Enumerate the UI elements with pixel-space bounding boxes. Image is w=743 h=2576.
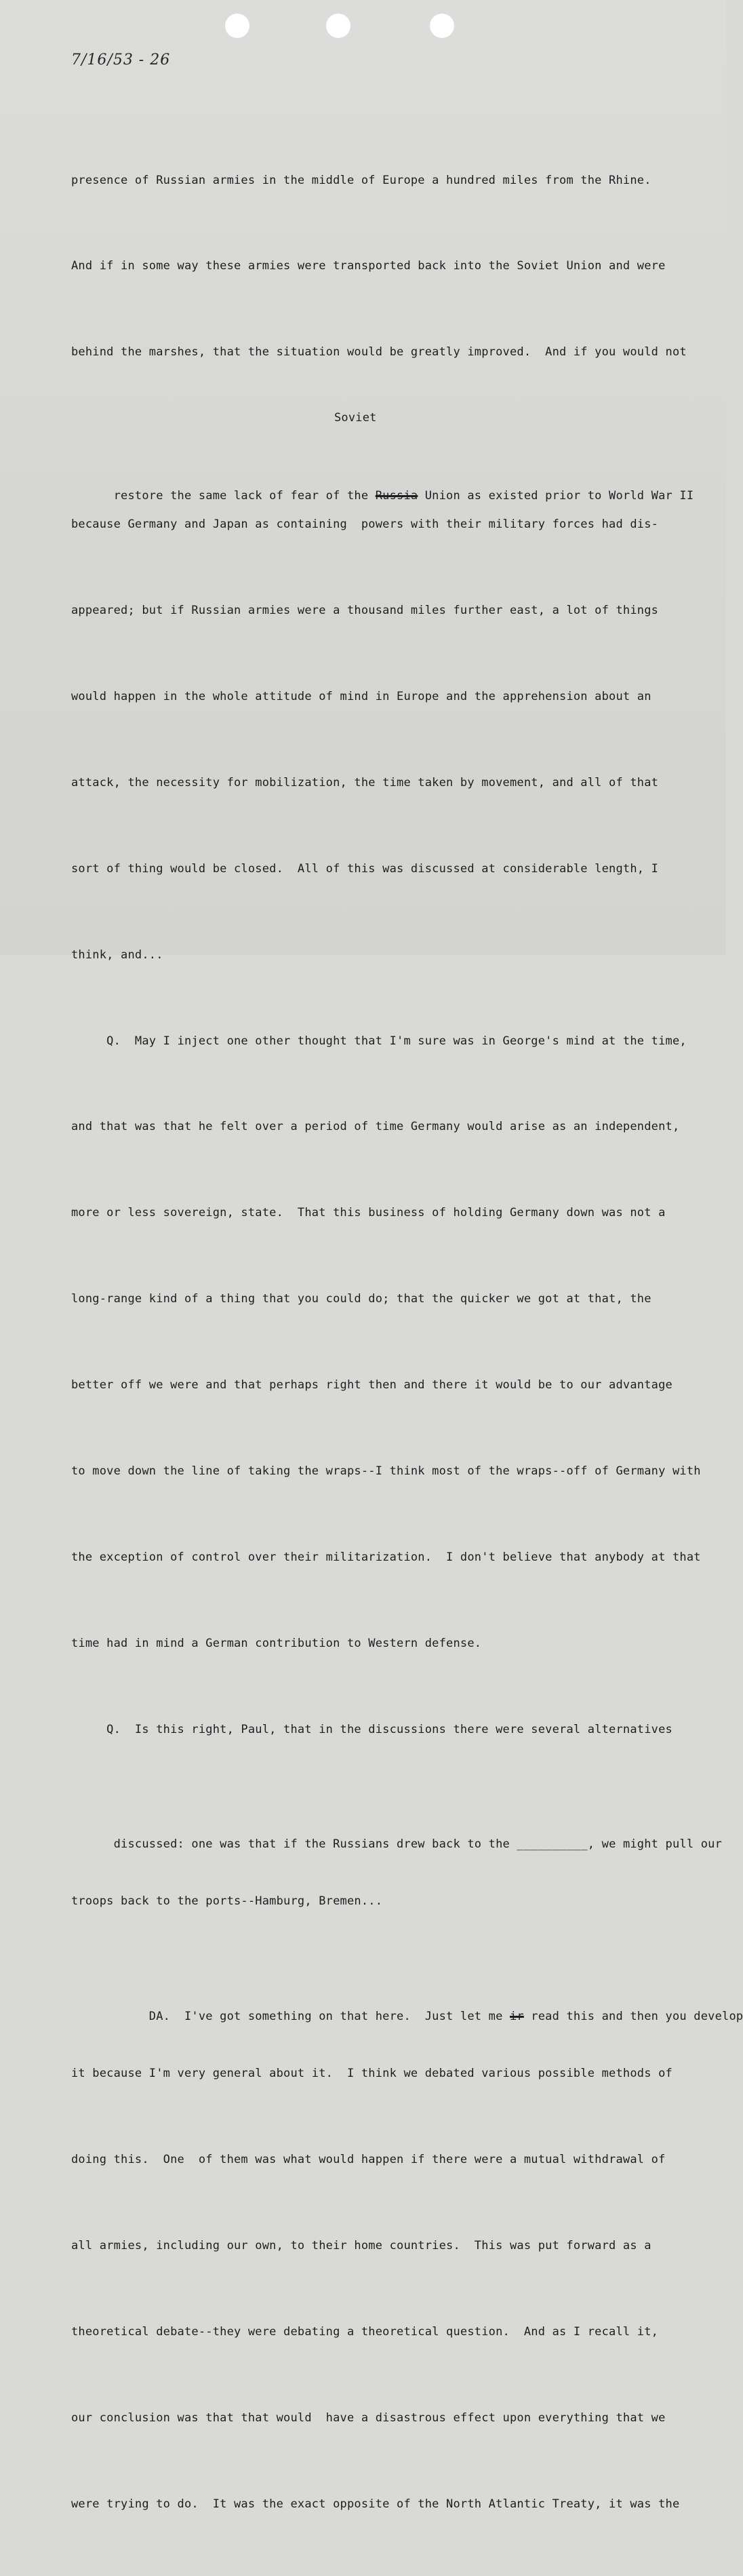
text-line-with-correction	[71, 1973, 743, 2023]
text-line: our conclusion was that that would have a disastrous effect upon everything that we	[71, 2411, 666, 2425]
text-line: appeared; but if Russian armies were a thousand miles further east, a lot of things	[71, 604, 659, 618]
page-reference: 7/16/53 - 26	[71, 52, 171, 69]
text-line: were trying to do. It was the exact opposite of the North Atlantic Treaty, it was the	[71, 2497, 680, 2511]
punch-hole	[326, 14, 350, 38]
text-segment: , we might pull our	[587, 1837, 723, 1851]
text-line: Q. Is this right, Paul, that in the discussions there were several alternatives	[71, 1722, 672, 1736]
text-line: more or less sovereign, state. That this business of holding Germany down was not a	[71, 1206, 666, 1220]
body-text	[71, 109, 743, 2576]
punch-hole	[225, 14, 249, 38]
text-line: Q. May I inject one other thought that I'm sure was in George's mind at the time,	[71, 1034, 687, 1048]
punch-hole	[430, 14, 454, 38]
text-line: all armies, including our own, to their home countries. This was put forward as a	[71, 2238, 651, 2252]
text-segment: Union as existed prior to World War II	[418, 488, 694, 503]
text-line: and that was that he felt over a period of time Germany would arise as an independent,	[71, 1120, 680, 1134]
text-line: the exception of control over their militarization. I don't believe that anybody at that	[71, 1550, 701, 1564]
struck-out-word: ir	[509, 2009, 524, 2023]
text-line: long-range kind of a thing that you could do; that the quicker we got at that, the	[71, 1292, 651, 1306]
text-line: presence of Russian armies in the middle of Europe a hundred miles from the Rhine.	[71, 173, 651, 187]
text-line: because Germany and Japan as containing powers with their military forces had dis-	[71, 518, 659, 532]
text-line: troops back to the ports--Hamburg, Bremen...	[71, 1894, 383, 1909]
text-line: attack, the necessity for mobilization, the time taken by movement, and all of that	[71, 775, 659, 789]
text-line: sort of thing would be closed. All of this was discussed at considerable length, I	[71, 861, 659, 876]
text-line-with-correction	[71, 411, 715, 503]
text-line: better off we were and that perhaps right then and there it would be to our advantage	[71, 1378, 672, 1392]
text-segment: discussed: one was that if the Russians drew back to the	[113, 1837, 517, 1851]
struck-out-word: Russia	[375, 488, 418, 503]
text-line: theoretical debate--they were debating a theoretical question. And as I recall it,	[71, 2324, 659, 2339]
blank-field: __________	[517, 1837, 588, 1851]
text-line: time had in mind a German contribution to Western defense.	[71, 1636, 482, 1650]
handwritten-insertion: Soviet	[334, 411, 377, 425]
text-line-with-blank	[71, 1801, 723, 1851]
text-segment: DA. I've got something on that here. Just let me	[113, 2009, 510, 2023]
text-line: would happen in the whole attitude of mind in Europe and the apprehension about an	[71, 689, 651, 703]
text-line: doing this. One of them was what would happen if there were a mutual withdrawal of	[71, 2153, 666, 2167]
text-line: it because I'm very general about it. I think we debated various possible methods of	[71, 2067, 672, 2081]
text-segment: read this and then you develop	[523, 2009, 743, 2023]
text-line: to move down the line of taking the wraps--I think most of the wraps--off of Germany with	[71, 1464, 701, 1478]
text-line: behind the marshes, that the situation would be greatly improved. And if you would not	[71, 345, 687, 359]
text-line: And if in some way these armies were transported back into the Soviet Union and were	[71, 259, 666, 273]
text-line: think, and...	[71, 948, 163, 962]
text-segment: restore the same lack of fear of the	[113, 488, 376, 503]
